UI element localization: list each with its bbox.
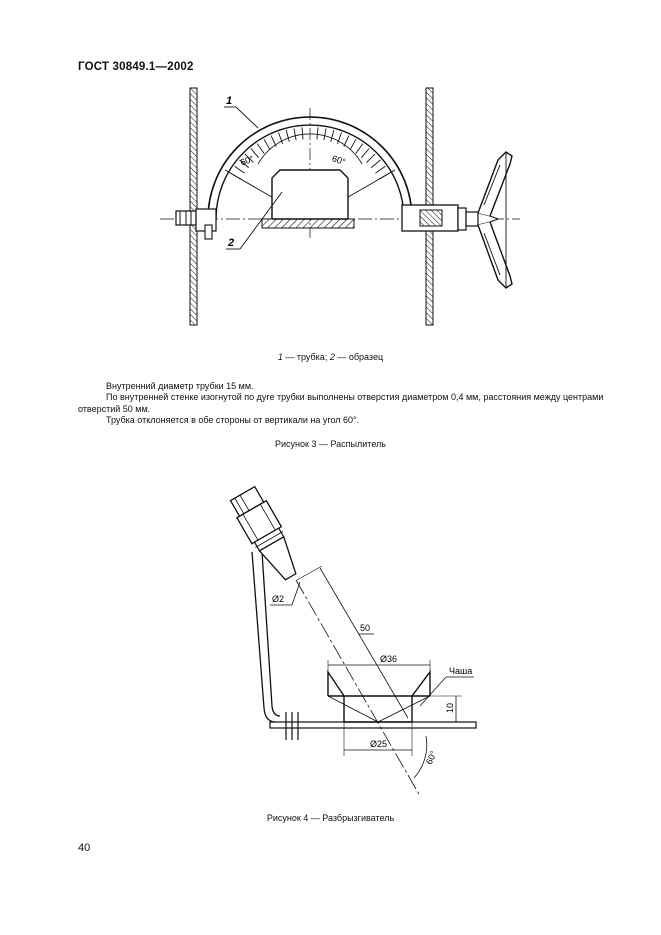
cup-label: Чаша xyxy=(449,666,473,676)
spray-axis xyxy=(296,580,420,796)
nozzle-assembly xyxy=(228,485,305,585)
dim-d2-label: Ø2 xyxy=(272,594,285,604)
hole-tick xyxy=(371,160,380,168)
dim-d2-pointer xyxy=(292,582,300,605)
hole-tick xyxy=(264,139,270,149)
hole-tick xyxy=(367,154,376,163)
hole-tick xyxy=(324,128,326,140)
figure4-splasher-drawing xyxy=(0,460,661,800)
dim-d36-label: Ø36 xyxy=(380,654,398,664)
hole-tick xyxy=(350,139,356,149)
figure3-caption: Рисунок 3 — Распылитель xyxy=(275,439,386,449)
specimen-base xyxy=(262,219,354,228)
angle-label-right: 60° xyxy=(330,153,347,168)
angle-label-left: 60° xyxy=(238,153,256,168)
paragraph-deflection: Трубка отклоняется в обе стороны от вертикали на угол 60°. xyxy=(106,415,360,425)
figure3-sprayer-drawing xyxy=(0,0,661,345)
hole-tick xyxy=(356,144,363,154)
base-plate xyxy=(270,722,476,728)
page-number: 40 xyxy=(78,842,91,854)
figure3-legend: 1 — трубка; 2 — образец xyxy=(277,352,384,362)
cup xyxy=(328,672,430,722)
svg-text:1: 1 xyxy=(226,95,233,107)
left-support-wall xyxy=(190,88,197,325)
figure4-caption: Рисунок 4 — Разбрызгиватель xyxy=(266,813,395,823)
paragraph-holes: По внутренней стенке изогнутой по дуге трубки выполнены отверстия диаметром 0,4 мм, расстояния между центрами отверстий 50 мм. xyxy=(78,392,604,414)
hole-tick xyxy=(257,144,264,154)
dim-50-ext-top xyxy=(297,566,322,580)
dim-50-label: 50 xyxy=(360,623,371,633)
svg-text:2: 2 xyxy=(228,237,235,249)
hole-tick xyxy=(286,130,289,142)
hole-tick xyxy=(302,127,303,139)
cup-inner-line-left xyxy=(328,696,378,722)
hole-tick xyxy=(331,130,334,142)
dim-10-label: 10 xyxy=(445,702,455,713)
cup-label-pointer xyxy=(420,677,446,706)
hole-tick xyxy=(361,149,369,158)
callout-1 xyxy=(224,95,258,128)
angle-60-label: 60° xyxy=(423,749,439,766)
dim-d25-label: Ø25 xyxy=(370,739,388,749)
cup-inner-line-right xyxy=(378,696,430,722)
angle-60-arc xyxy=(414,736,427,778)
paragraph-tube-diameter: Внутренний диаметр трубки 15 мм. xyxy=(106,381,254,391)
hole-tick xyxy=(376,166,386,173)
document-header: ГОСТ 30849.1—2002 xyxy=(78,61,194,73)
support-rod-inner xyxy=(262,552,280,716)
hole-tick xyxy=(294,128,296,140)
hole-tick xyxy=(317,127,318,139)
specimen xyxy=(272,170,348,219)
